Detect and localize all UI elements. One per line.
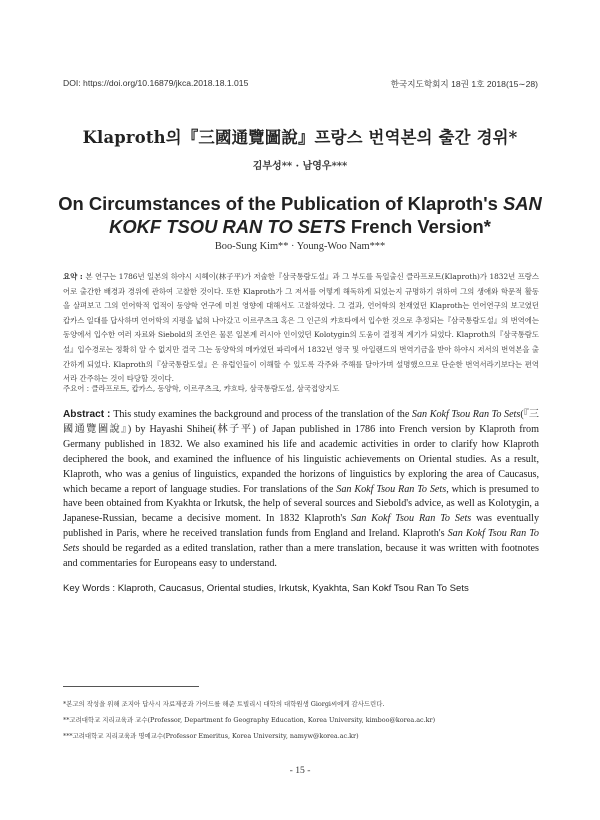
korean-abstract-label: 요약 : xyxy=(63,272,86,281)
english-abstract-s4: was eventually published in Paris, where he received translation funds from England and Ireland. Klaproth's xyxy=(63,513,540,540)
english-title-italic2: KOKF TSOU RAN TO SETS xyxy=(109,216,346,237)
english-abstract-s2: (『三國通覽圖說』) by Hayashi Shihei(林子平) of Japan published in 1786 into French version by Klaproth from Germany published in 1832. We also examined his life and academic activities in order to clarify how Klaproth deciphered the book, and examined the influence of his linguistic achievements on Oriental studies. As a result, Klaproth, who was a genius of linguistics, expanded the horizons of linguistics by exploring the area of Caucasus, which became a report of language studies. For translations of the xyxy=(63,409,539,495)
english-abstract-book-title-4: San Kokf Tsou Ran To Sets xyxy=(63,528,539,555)
english-title xyxy=(40,192,560,238)
english-abstract-book-title-2: San Kokf Tsou Ran To Sets xyxy=(336,483,447,495)
running-header xyxy=(63,78,538,92)
footnote-acknowledgement: *본고의 작성을 위해 조지아 답사시 자료제공과 가이드를 해준 트빌리시 대학의 대학원생 Giorgi씨에게 감사드린다. xyxy=(63,700,385,708)
page-number: - 15 - xyxy=(289,765,311,776)
english-abstract xyxy=(63,408,539,572)
english-abstract-s1: This study examines the background and process of the translation of the xyxy=(113,409,412,420)
english-abstract-book-title-3: San Kokf Tsou Ran To Sets xyxy=(351,513,472,525)
korean-abstract-text: 본 연구는 1786년 일본의 하야시 시헤이(林子平)가 저술한『삼국통람도설』과 그 부도를 독일출신 클라프로트(Klaproth)가 1832년 프랑스 어로 출간한 배경과 경위에 관하여 고찰한 것이다. 또한 Klaproth가 그 저서를 어떻게 해독하게 되었는지 규명하기 위하여 그의 생애와 학문적 활동을 살펴보고 그의 언어학적 업적이 동양학 연구에 미친 영향에 대해서도 고찰하였다. 그 결과, 언어학의 천재였던 Klaproth는 언어연구의 보고였던 캅카스 일대를 답사하며 언어학의 지평을 넓혀 나아갔고 이르쿠츠크 혹은 그 인근의 캬흐타에서 입수한 것으로 추정되는『삼국통람도설』의 번역에는 동양에서 입수한 여러 자료와 Siebold의 조언은 물론 일본계 러시아 인이었던 Kolotygin의 도움이 결정적 계기가 되었다. Klaproth의『삼국통람도설』입수경로는 정확히 알 수 없지만 결국 그는 동양학의 메카였던 파리에서 1832년 영국 및 아일랜드의 번역기금을 받아 하야시 저서의 번역본을 출간하게 되었다. Klaproth의『삼국통람도설』은 유럽인들이 이해할 수 있도록 각주와 주해를 달아가며 설명했으므로 단순한 번역서라기보다는 편역서라 간주하는 것이 타당할 것이다. xyxy=(63,272,539,384)
footnote-divider xyxy=(63,686,199,687)
english-authors: Boo-Sung Kim** · Young-Woo Nam*** xyxy=(214,241,386,252)
english-title-part1: On Circumstances of the Publication of Klaproth's xyxy=(58,193,503,214)
footnote-author1: **고려대학교 지리교육과 교수(Professor, Department fo Geography Education, Korea University, kimboo@korea.ac.kr) xyxy=(63,716,436,725)
english-keywords: Key Words : Klaproth, Caucasus, Oriental studies, Irkutsk, Kyakhta, San Kokf Tsou Ran To Sets xyxy=(63,583,469,594)
english-title-part2: French Version* xyxy=(345,216,491,237)
english-abstract-s5: should be regarded as a edited translation, rather than a mere translation, because it was written with footnotes and commentaries for Europeans easy to understand. xyxy=(63,543,539,570)
english-abstract-s3: , which is presumed to have been obtained from Kyakhta or Irkutsk, the help of several sources and Siebold's advice, as well as Kolotygin, a Japanese-Russian, became a decisive moment. In 1832 Klaproth's xyxy=(63,483,540,525)
doi-link[interactable]: DOI: https://doi.org/10.16879/jkca.2018.18.1.015 xyxy=(63,78,249,88)
korean-title: Klaproth의『三國通覽圖說』프랑스 번역본의 출간 경위* xyxy=(82,128,518,147)
footnotes xyxy=(63,696,539,745)
footnote-author2: ***고려대학교 지리교육과 명예교수(Professor Emeritus, Korea University, namyw@korea.ac.kr) xyxy=(63,732,359,741)
journal-citation: 한국지도학회지 18권 1호 2018(15∼28) xyxy=(390,79,538,89)
english-abstract-book-title-1: San Kokf Tsou Ran To Sets xyxy=(411,409,521,420)
english-abstract-label: Abstract : xyxy=(63,409,114,420)
korean-keywords-text: 클라프로트, 캅카스, 동양학, 이르쿠츠크, 캬흐타, 삼국통람도설, 삼국접양지도 xyxy=(91,384,340,393)
korean-keywords-label: 주요어 : xyxy=(63,384,92,393)
korean-authors: 김부성** · 남영우*** xyxy=(252,161,348,172)
korean-keywords xyxy=(63,384,539,394)
korean-abstract xyxy=(63,270,539,387)
english-title-italic1: SAN xyxy=(502,193,542,214)
